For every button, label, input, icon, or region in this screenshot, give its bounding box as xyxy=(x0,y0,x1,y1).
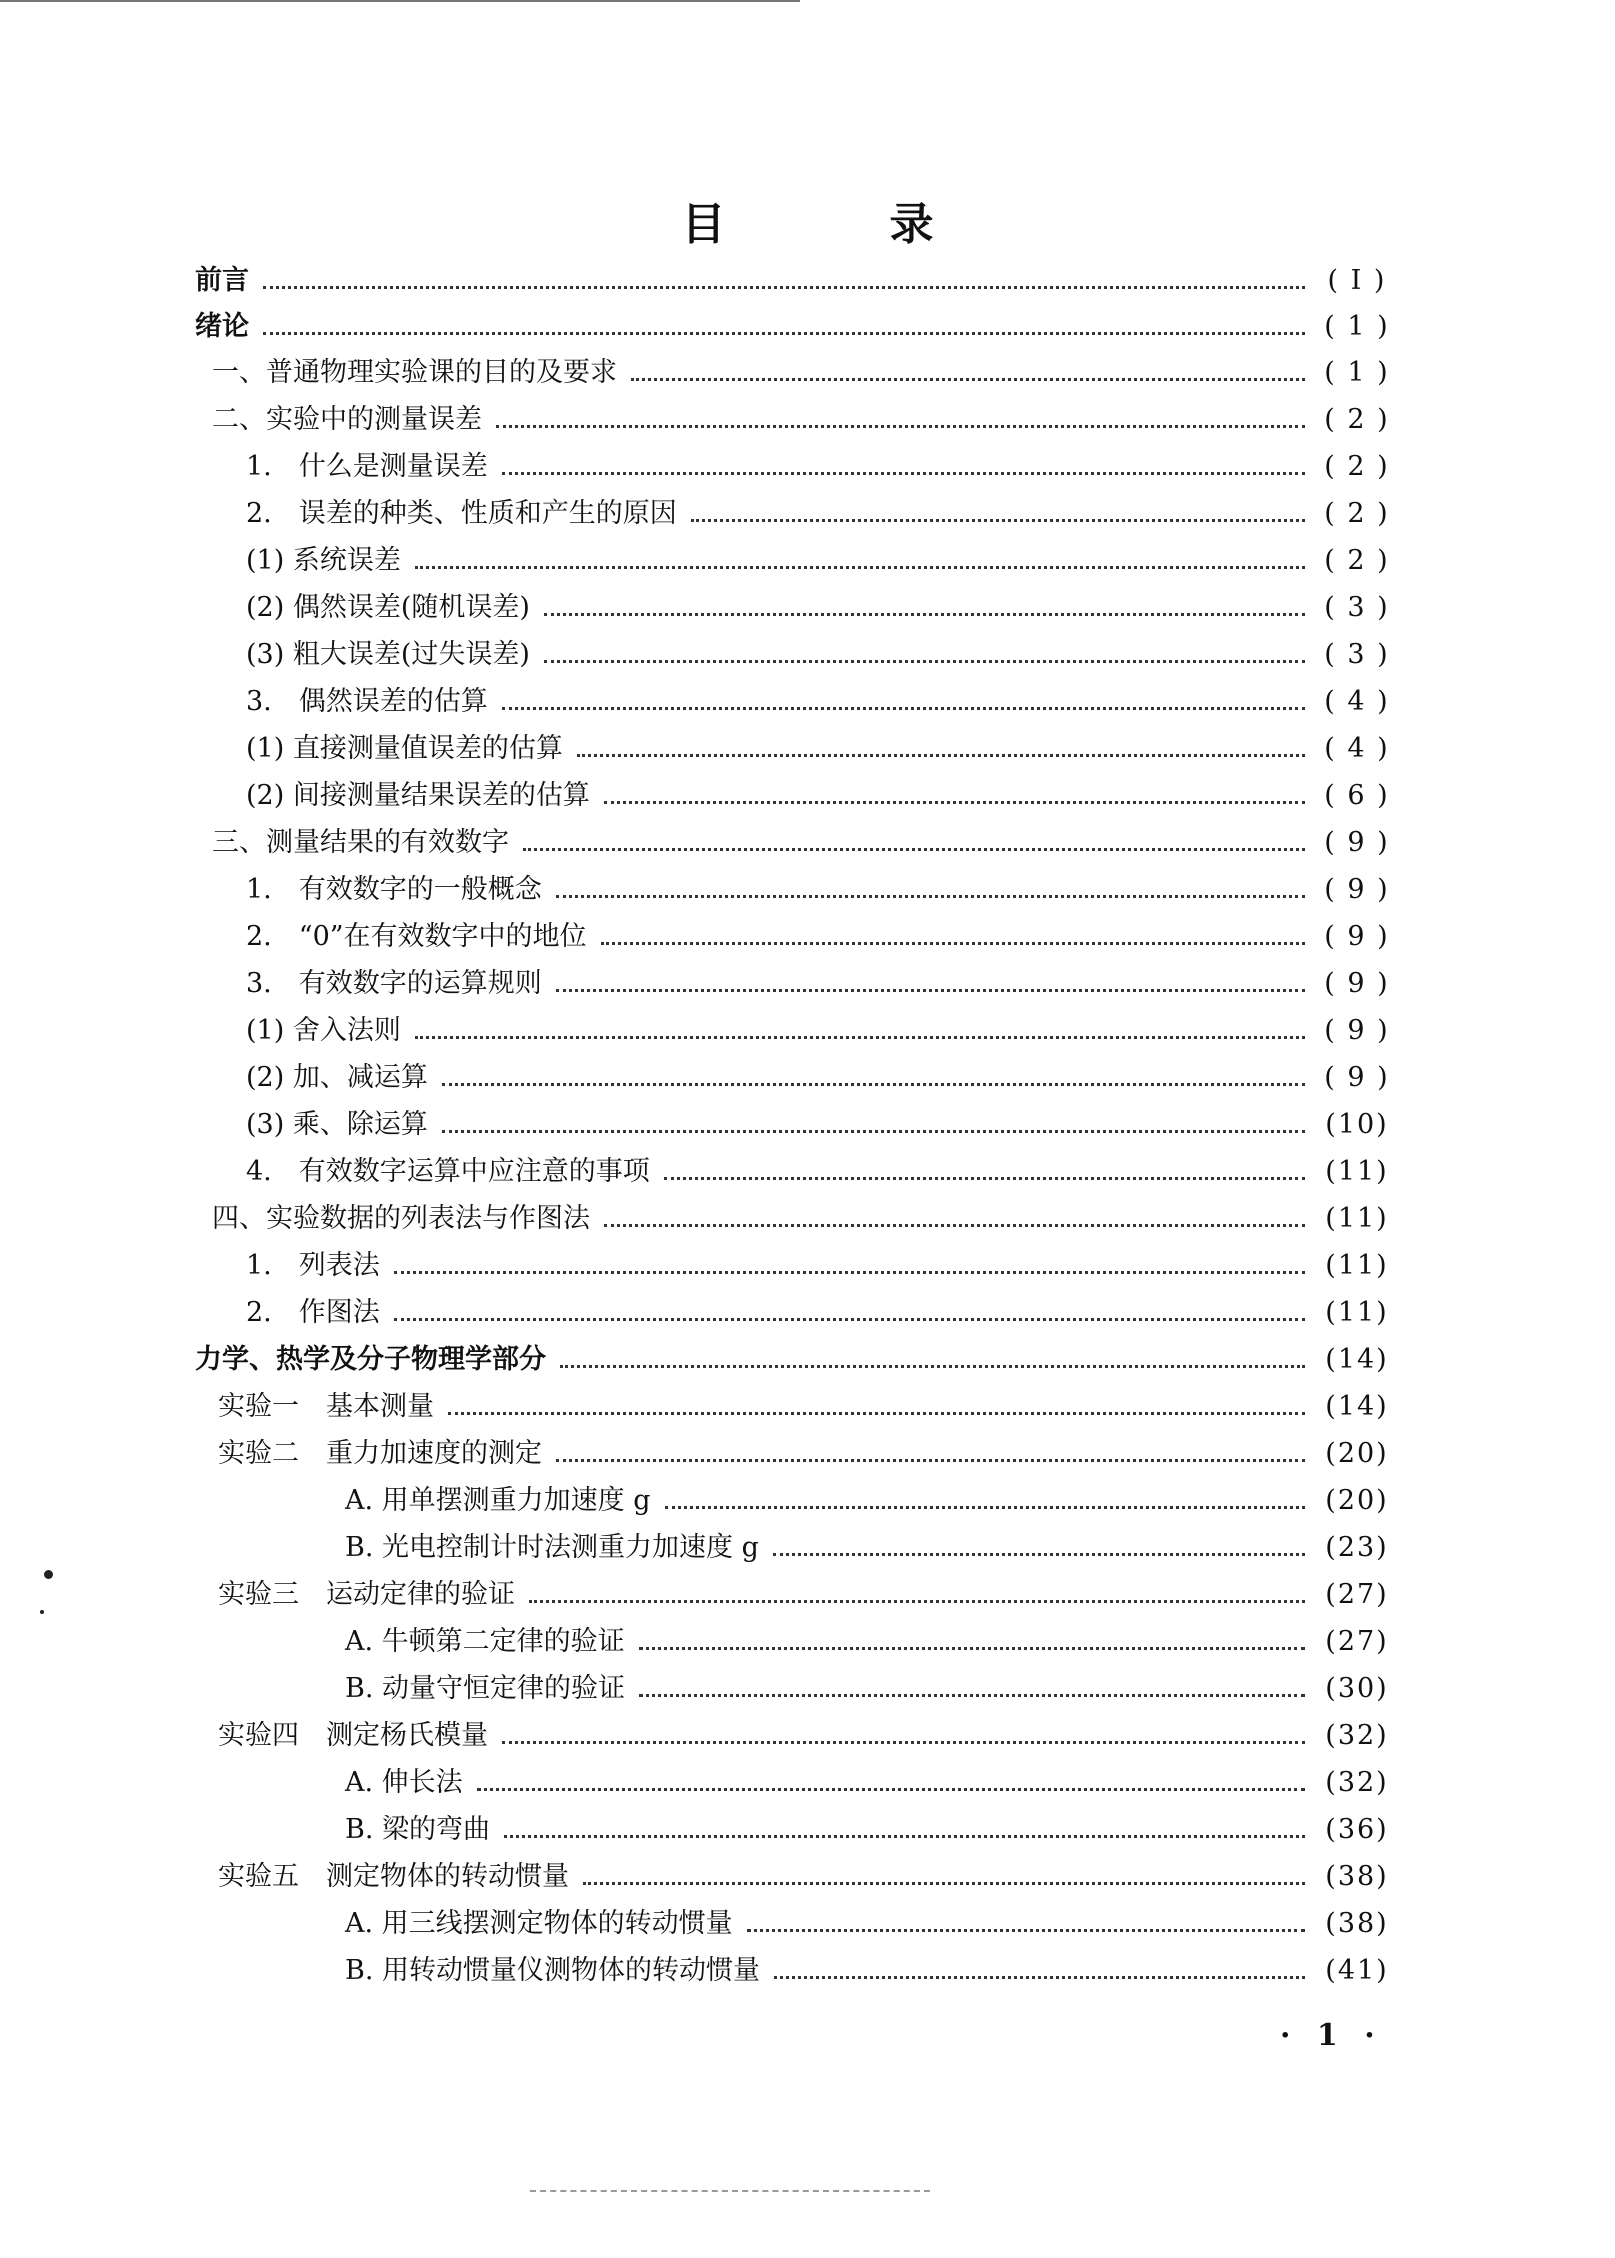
toc-entry-page: ( 2 ) xyxy=(1324,545,1390,576)
toc-entry-label: 2. 误差的种类、性质和产生的原因 xyxy=(246,498,677,529)
toc-entry-label: 三、测量结果的有效数字 xyxy=(212,827,509,858)
toc-entry-page: ( Ⅰ ) xyxy=(1327,265,1387,296)
toc-entry[interactable] xyxy=(246,683,1403,721)
toc-entry[interactable] xyxy=(246,918,1403,956)
toc-entry-label: B. 梁的弯曲 xyxy=(345,1814,491,1845)
toc-entry[interactable] xyxy=(246,1294,1403,1332)
toc-entry-label: (1) 直接测量值误差的估算 xyxy=(246,733,563,764)
toc-entry-label: 2. “0”在有效数字中的地位 xyxy=(246,921,587,952)
toc-entry-page: (11) xyxy=(1325,1250,1389,1281)
leader-dots xyxy=(583,1882,1305,1885)
toc-entry-page: (32) xyxy=(1325,1720,1389,1751)
toc-entry-label: (2) 加、减运算 xyxy=(246,1062,428,1093)
toc-entry-page: ( 3 ) xyxy=(1324,592,1390,623)
toc-entry[interactable] xyxy=(212,354,1403,392)
toc-entry-page: (14) xyxy=(1325,1391,1389,1422)
toc-entry-label: 前言 xyxy=(195,265,249,296)
toc-entry-page: ( 9 ) xyxy=(1324,1062,1390,1093)
toc-entry[interactable] xyxy=(345,1623,1403,1661)
toc-entry-label: A. 牛顿第二定律的验证 xyxy=(345,1626,625,1657)
leader-dots xyxy=(502,472,1305,475)
leader-dots xyxy=(477,1788,1305,1791)
toc-entry-page: ( 2 ) xyxy=(1324,451,1390,482)
leader-dots xyxy=(523,848,1305,851)
toc-entry-label: 3. 有效数字的运算规则 xyxy=(246,968,542,999)
toc-entry-label: (2) 间接测量结果误差的估算 xyxy=(246,780,590,811)
page-title: 目 录 xyxy=(681,199,994,250)
leader-dots xyxy=(415,1036,1305,1039)
toc-entry-label: 实验三 运动定律的验证 xyxy=(218,1579,515,1610)
toc-entry-label: 1. 有效数字的一般概念 xyxy=(246,874,542,905)
toc-entry-page: ( 4 ) xyxy=(1324,686,1390,717)
toc-entry[interactable] xyxy=(246,1059,1403,1097)
leader-dots xyxy=(263,332,1305,335)
toc-entry-experiment-4[interactable] xyxy=(218,1717,1403,1755)
toc-entry[interactable] xyxy=(345,1482,1403,1520)
toc-entry[interactable] xyxy=(345,1764,1403,1802)
toc-entry-label: 4. 有效数字运算中应注意的事项 xyxy=(246,1156,650,1187)
leader-dots xyxy=(664,1177,1305,1180)
toc-entry-page: (32) xyxy=(1325,1767,1389,1798)
toc-entry-page: (14) xyxy=(1325,1344,1389,1375)
leader-dots xyxy=(556,1459,1305,1462)
toc-entry-page: ( 1 ) xyxy=(1324,311,1390,342)
toc-entry-label: 1. 什么是测量误差 xyxy=(246,451,488,482)
toc-entry-page: (38) xyxy=(1325,1908,1389,1939)
toc-entry-experiment-2[interactable] xyxy=(218,1435,1403,1473)
leader-dots xyxy=(442,1130,1305,1133)
toc-entry-page: (10) xyxy=(1325,1109,1389,1140)
toc-entry-label: 实验一 基本测量 xyxy=(218,1391,434,1422)
toc-entry[interactable] xyxy=(345,1952,1403,1990)
toc-entry[interactable] xyxy=(246,1247,1403,1285)
top-rule xyxy=(0,0,800,2)
toc-entry-page: (38) xyxy=(1325,1861,1389,1892)
toc-entry-label: 二、实验中的测量误差 xyxy=(212,404,482,435)
toc-entry-label: (1) 系统误差 xyxy=(246,545,401,576)
toc-entry-page: (20) xyxy=(1325,1438,1389,1469)
toc-entry[interactable] xyxy=(345,1905,1403,1943)
scan-speck xyxy=(44,1570,53,1579)
toc-entry[interactable] xyxy=(246,730,1403,768)
leader-dots xyxy=(774,1976,1305,1979)
leader-dots xyxy=(415,566,1305,569)
toc-entry-label: 1. 列表法 xyxy=(246,1250,380,1281)
toc-entry-page: ( 6 ) xyxy=(1324,780,1390,811)
page-number: · 1 · xyxy=(1280,2018,1383,2053)
toc-entry[interactable] xyxy=(212,824,1403,862)
leader-dots xyxy=(601,942,1305,945)
toc-entry-page: (30) xyxy=(1325,1673,1389,1704)
leader-dots xyxy=(665,1506,1305,1509)
toc-entry[interactable] xyxy=(246,495,1403,533)
toc-entry-introduction[interactable] xyxy=(195,308,1403,346)
toc-entry-label: 实验五 测定物体的转动惯量 xyxy=(218,1861,569,1892)
leader-dots xyxy=(747,1929,1305,1932)
toc-entry-page: ( 2 ) xyxy=(1324,404,1390,435)
scan-speck xyxy=(40,1610,44,1614)
leader-dots xyxy=(394,1318,1305,1321)
toc-entry-part-mechanics[interactable] xyxy=(195,1341,1403,1379)
leader-dots xyxy=(263,286,1305,289)
toc-entry[interactable] xyxy=(246,636,1403,674)
toc-entry[interactable] xyxy=(345,1811,1403,1849)
toc-entry-preface[interactable] xyxy=(195,262,1403,300)
toc-entry[interactable] xyxy=(246,589,1403,627)
toc-entry[interactable] xyxy=(246,1106,1403,1144)
toc-entry-page: ( 9 ) xyxy=(1324,1015,1390,1046)
toc-entry-page: (11) xyxy=(1325,1297,1389,1328)
leader-dots xyxy=(502,707,1305,710)
toc-entry-label: (2) 偶然误差(随机误差) xyxy=(246,592,530,623)
toc-entry-page: (36) xyxy=(1325,1814,1389,1845)
leader-dots xyxy=(394,1271,1305,1274)
toc-entry[interactable] xyxy=(246,1012,1403,1050)
toc-entry-page: (11) xyxy=(1325,1203,1389,1234)
leader-dots xyxy=(639,1694,1305,1697)
toc-entry-page: ( 9 ) xyxy=(1324,827,1390,858)
toc-entry-page: (41) xyxy=(1325,1955,1389,1986)
toc-entry[interactable] xyxy=(246,448,1403,486)
toc-entry-page: (23) xyxy=(1325,1532,1389,1563)
leader-dots xyxy=(529,1600,1305,1603)
toc-entry-label: 绪论 xyxy=(195,311,249,342)
toc-entry[interactable] xyxy=(246,1153,1403,1191)
toc-entry[interactable] xyxy=(246,871,1403,909)
leader-dots xyxy=(496,425,1305,428)
toc-entry-label: (1) 舍入法则 xyxy=(246,1015,401,1046)
leader-dots xyxy=(448,1412,1305,1415)
toc-entry[interactable] xyxy=(212,401,1403,439)
toc-entry[interactable] xyxy=(246,965,1403,1003)
toc-entry[interactable] xyxy=(246,777,1403,815)
toc-entry-label: B. 用转动惯量仪测物体的转动惯量 xyxy=(345,1955,761,1986)
leader-dots xyxy=(544,660,1305,663)
bottom-rule xyxy=(530,2190,930,2193)
toc-entry-label: 四、实验数据的列表法与作图法 xyxy=(212,1203,590,1234)
toc-entry-label: 实验二 重力加速度的测定 xyxy=(218,1438,542,1469)
toc-entry-label: B. 光电控制计时法测重力加速度 g xyxy=(345,1532,759,1563)
toc-entry-label: B. 动量守恒定律的验证 xyxy=(345,1673,626,1704)
toc-entry-label: 2. 作图法 xyxy=(246,1297,380,1328)
toc-entry-page: ( 9 ) xyxy=(1324,921,1390,952)
toc-entry-label: 一、普通物理实验课的目的及要求 xyxy=(212,357,617,388)
toc-entry[interactable] xyxy=(345,1529,1403,1567)
toc-entry-page: ( 9 ) xyxy=(1324,874,1390,905)
toc-entry-experiment-5[interactable] xyxy=(218,1858,1403,1896)
toc-entry-experiment-3[interactable] xyxy=(218,1576,1403,1614)
toc-entry-label: A. 用单摆测重力加速度 g xyxy=(345,1485,651,1516)
toc-entry-label: 实验四 测定杨氏模量 xyxy=(218,1720,488,1751)
toc-entry-experiment-1[interactable] xyxy=(218,1388,1403,1426)
toc-entry-label: (3) 粗大误差(过失误差) xyxy=(246,639,530,670)
leader-dots xyxy=(577,754,1305,757)
leader-dots xyxy=(604,801,1305,804)
toc-entry-page: ( 2 ) xyxy=(1324,498,1390,529)
leader-dots xyxy=(556,895,1305,898)
toc-entry-page: ( 1 ) xyxy=(1324,357,1390,388)
leader-dots xyxy=(631,378,1305,381)
leader-dots xyxy=(556,989,1305,992)
toc-entry[interactable] xyxy=(246,542,1403,580)
leader-dots xyxy=(639,1647,1305,1650)
toc-entry-label: 3. 偶然误差的估算 xyxy=(246,686,488,717)
toc-entry-label: (3) 乘、除运算 xyxy=(246,1109,428,1140)
leader-dots xyxy=(691,519,1305,522)
toc-entry-page: ( 4 ) xyxy=(1324,733,1390,764)
toc-entry-page: (27) xyxy=(1325,1579,1389,1610)
toc-entry-label: A. 伸长法 xyxy=(345,1767,463,1798)
leader-dots xyxy=(502,1741,1305,1744)
leader-dots xyxy=(604,1224,1305,1227)
leader-dots xyxy=(560,1365,1305,1368)
toc-entry-label: A. 用三线摆测定物体的转动惯量 xyxy=(345,1908,733,1939)
leader-dots xyxy=(544,613,1305,616)
toc-entry-page: ( 3 ) xyxy=(1324,639,1390,670)
toc-entry[interactable] xyxy=(212,1200,1403,1238)
leader-dots xyxy=(442,1083,1305,1086)
leader-dots xyxy=(504,1835,1305,1838)
toc-entry-page: (27) xyxy=(1325,1626,1389,1657)
toc-entry[interactable] xyxy=(345,1670,1403,1708)
toc-entry-page: (11) xyxy=(1325,1156,1389,1187)
toc-entry-label: 力学、热学及分子物理学部分 xyxy=(195,1344,546,1375)
toc-entry-page: (20) xyxy=(1325,1485,1389,1516)
toc-entry-page: ( 9 ) xyxy=(1324,968,1390,999)
leader-dots xyxy=(773,1553,1305,1556)
